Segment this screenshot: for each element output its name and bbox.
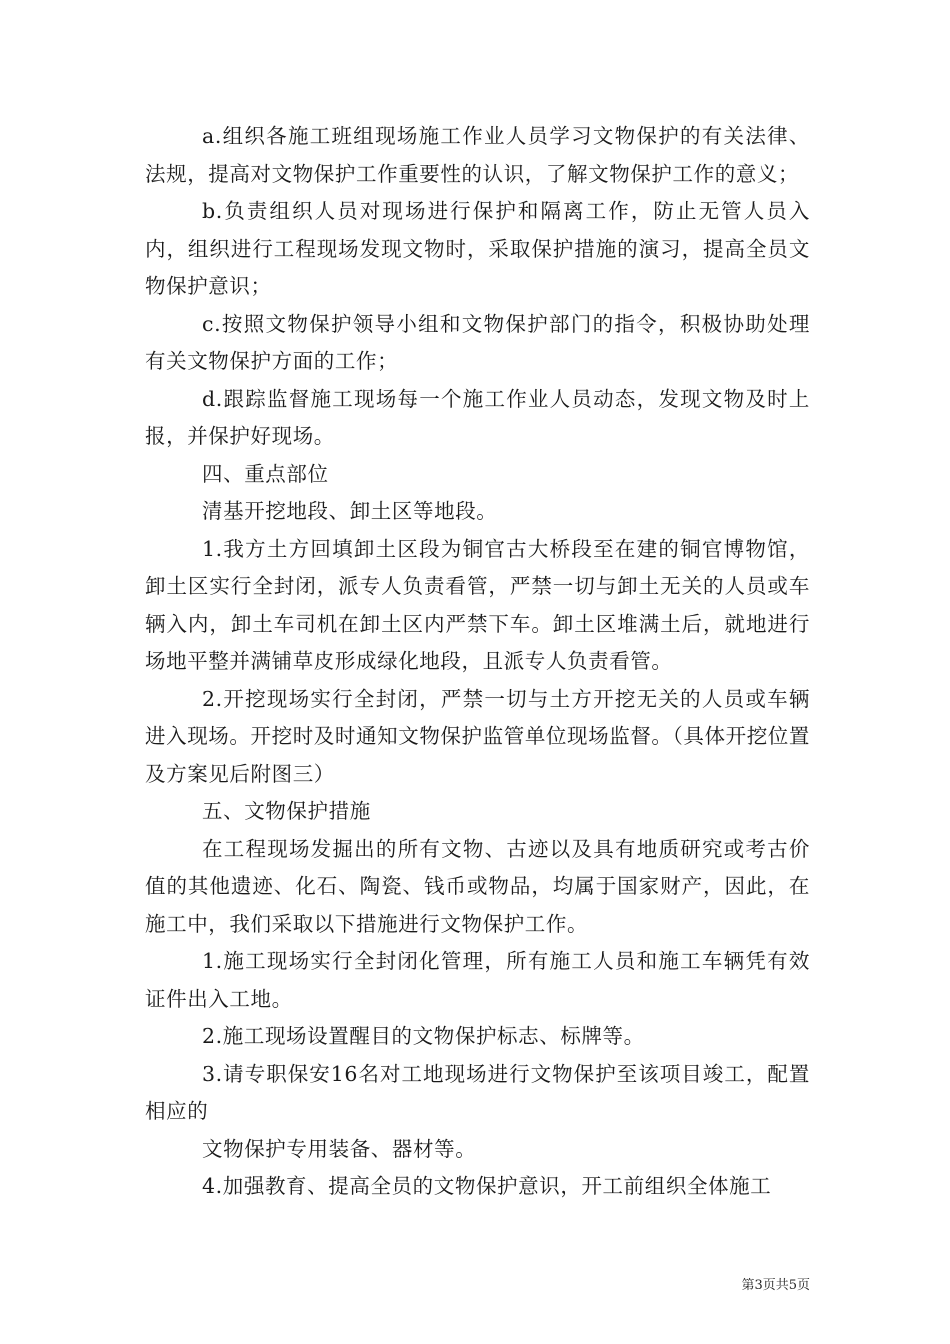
document-body [145,118,810,1206]
paragraph-b: b.负责组织人员对现场进行保护和隔离工作，防止无管人员入内，组织进行工程现场发现文物时，采取保护措施的演习，提高全员文物保护意识； [145,199,810,298]
paragraph-measure-4: 4.加强教育、提高全员的文物保护意识，开工前组织全体施工 [202,1174,772,1198]
paragraph-key-area-1: 1.我方土方回填卸土区段为铜官古大桥段至在建的铜官博物馆，卸土区实行全封闭，派专人负责看管，严禁一切与卸土无关的人员或车辆入内，卸土车司机在卸土区内严禁下车。卸土区堆满土后，就地进行场地平整并满铺草皮形成绿化地段，且派专人负责看管。 [145,536,810,673]
section-heading-key-areas: 四、重点部位 [202,461,329,486]
paragraph-measure-2: 2.施工现场设置醒目的文物保护标志、标牌等。 [202,1024,645,1048]
section-heading-protection-measures: 五、文物保护措施 [202,799,371,823]
page-number: 第3页共5页 [741,1278,810,1293]
paragraph-key-areas-summary: 清基开挖地段、卸土区等地段。 [202,499,498,523]
paragraph-measure-3-continued: 文物保护专用装备、器材等。 [202,1136,477,1161]
paragraph-measure-1: 1.施工现场实行全封闭化管理，所有施工人员和施工车辆凭有效证件出入工地。 [145,949,810,1011]
paragraph-key-area-2: 2.开挖现场实行全封闭，严禁一切与土方开挖无关的人员或车辆进入现场。开挖时及时通知文物保护监管单位现场监督。（具体开挖位置及方案见后附图三） [145,686,810,786]
paragraph-measures-intro: 在工程现场发掘出的所有文物、古迹以及具有地质研究或考古价值的其他遗迹、化石、陶瓷、钱币或物品，均属于国家财产，因此，在施工中，我们采取以下措施进行文物保护工作。 [145,836,810,936]
paragraph-c: c.按照文物保护领导小组和文物保护部门的指令，积极协助处理有关文物保护方面的工作； [145,311,810,373]
paragraph-measure-3: 3.请专职保安16名对工地现场进行文物保护至该项目竣工，配置相应的 [145,1061,810,1123]
paragraph-a: a.组织各施工班组现场施工作业人员学习文物保护的有关法律、法规，提高对文物保护工作重要性的认识，了解文物保护工作的意义； [145,124,810,186]
paragraph-d: d.跟踪监督施工现场每一个施工作业人员动态，发现文物及时上报，并保护好现场。 [145,386,810,448]
